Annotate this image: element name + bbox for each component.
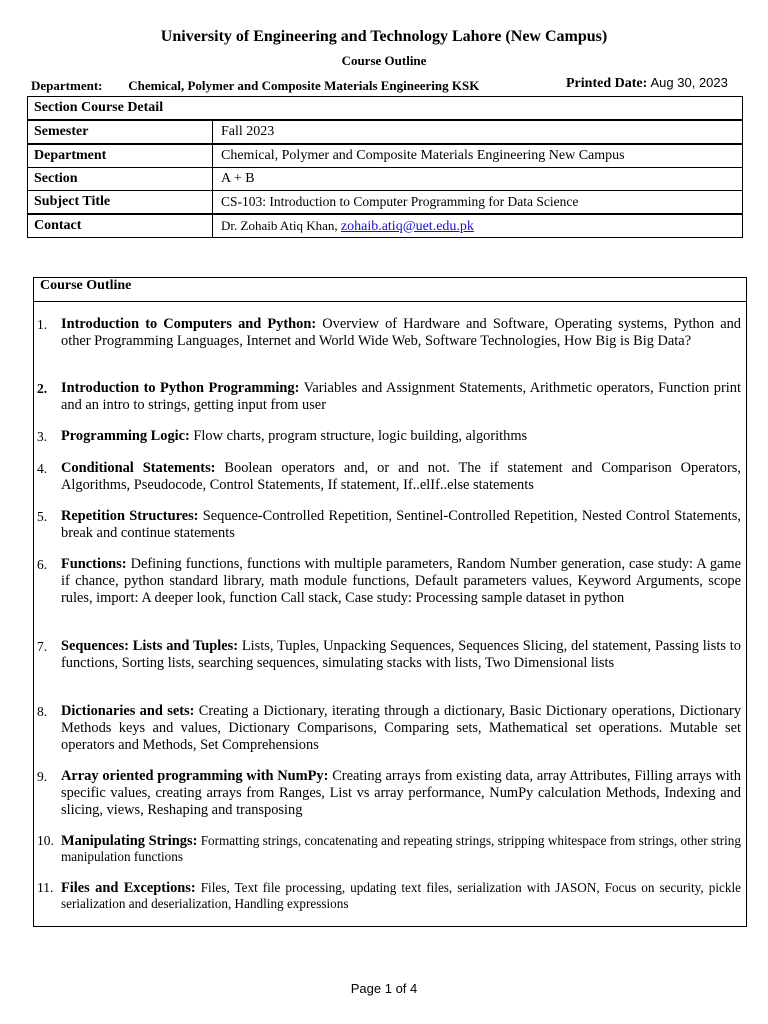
printed-date xyxy=(566,75,728,92)
item-title: Repetition Structures: xyxy=(61,508,199,524)
item-number: 9. xyxy=(37,769,48,784)
item-text: Overview of Hardware and Software, Operating systems, Python and other Programming Languages, Internet and World Wide Web, Software Technologies, How Big is Big Data? xyxy=(61,316,742,349)
item-text: Creating arrays from existing data, array Attributes, Filling arrays with specific values, creating arrays from Ranges, List vs array performance, NumPy calculation Methods, Indexing and slicing, views, Reshaping and transposing xyxy=(61,768,741,818)
outline-item xyxy=(37,428,741,445)
page-number: Page 1 of 4 xyxy=(350,981,418,996)
item-text: Boolean operators and, or and not. The if statement and Comparison Operators, Algorithms, Pseudocode, Control Statements, If statement, If..elIf..else statements xyxy=(61,460,741,493)
university-title: University of Engineering and Technology Lahore (New Campus) xyxy=(160,28,608,45)
outline-item xyxy=(37,508,741,542)
item-text: Defining functions, functions with multiple parameters, Random Number generation, case study: A game if chance, python standard library, math module functions, Default parameters values, Keyword Arguments, scope rules, import: A deeper look, function Call stack, Case study: Processing sample dataset in python xyxy=(61,556,741,606)
item-title: Sequences: Lists and Tuples: xyxy=(61,638,239,654)
item-number: 2. xyxy=(37,381,48,396)
item-title: Functions: xyxy=(61,556,127,572)
item-text: Files, Text file processing, updating text files, serialization with JASON, Focus on security, pickle serialization and deserialization, Handling expressions xyxy=(61,880,741,911)
item-number: 3. xyxy=(37,429,48,444)
department-value: Chemical, Polymer and Composite Materials Engineering KSK xyxy=(128,78,480,93)
item-title: Dictionaries and sets: xyxy=(61,703,195,719)
item-text: Lists, Tuples, Unpacking Sequences, Sequences Slicing, del statement, Passing lists to functions, Sorting lists, searching sequences, simulating stacks with lists, Two Dimensional lists xyxy=(61,638,741,671)
course-outline-box xyxy=(33,277,747,927)
item-title: Manipulating Strings: xyxy=(61,833,198,849)
item-title: Programming Logic: xyxy=(61,428,190,444)
document-subtitle: Course Outline xyxy=(341,53,427,68)
detail-value-section: A + B xyxy=(213,168,743,191)
item-text: Creating a Dictionary, iterating through a dictionary, Basic Dictionary operations, Dictionary Methods keys and values, Dictionary Comparisons, Comparing sets, Mathematical set operations. Mutable set operators and Methods, Set Comprehensions xyxy=(61,703,742,753)
item-number: 1. xyxy=(37,317,48,332)
course-detail-table xyxy=(27,96,743,238)
item-text: Flow charts, program structure, logic building, algorithms xyxy=(189,428,528,444)
item-title: Files and Exceptions: xyxy=(61,880,196,896)
detail-key-semester: Semester xyxy=(28,120,213,144)
printed-date-separator: : xyxy=(642,76,648,91)
item-title: Introduction to Computers and Python: xyxy=(61,316,317,332)
item-number: 4. xyxy=(37,461,48,476)
item-title: Introduction to Python Programming: xyxy=(61,380,300,396)
printed-date-value: Aug 30, 2023 xyxy=(650,75,728,90)
outline-item xyxy=(37,556,741,607)
outline-item xyxy=(37,316,742,350)
item-number: 5. xyxy=(37,509,48,524)
detail-key-section: Section xyxy=(28,168,213,191)
contact-name: Dr. Zohaib Atiq Khan, xyxy=(221,217,338,233)
item-title: Array oriented programming with NumPy: xyxy=(61,768,329,784)
outline-item xyxy=(37,380,741,414)
outline-item xyxy=(37,880,741,912)
item-text: Sequence-Controlled Repetition, Sentinel-Controlled Repetition, Nested Control Statements, break and continue statements xyxy=(61,508,741,541)
contact-email-link[interactable]: zohaib.atiq@uet.edu.pk xyxy=(340,218,474,234)
item-title: Conditional Statements: xyxy=(61,460,216,476)
item-number: 7. xyxy=(37,639,48,654)
department-line xyxy=(31,78,479,94)
detail-value-semester: Fall 2023 xyxy=(213,120,743,144)
item-number: 11. xyxy=(37,880,54,895)
outline-item xyxy=(37,460,741,494)
item-number: 8. xyxy=(37,704,48,719)
outline-item xyxy=(37,833,741,865)
detail-value-contact xyxy=(213,214,743,238)
item-text: Formatting strings, concatenating and repeating strings, stripping whitespace from strings, other string manipulation functions xyxy=(61,833,741,864)
detail-value-subject: CS-103: Introduction to Computer Programming for Data Science xyxy=(213,191,743,215)
item-number: 6. xyxy=(37,557,48,572)
detail-key-contact: Contact xyxy=(28,214,213,238)
item-text: Variables and Assignment Statements, Arithmetic operators, Function print and an intro to strings, getting input from user xyxy=(61,380,741,413)
item-number: 10. xyxy=(37,833,54,848)
outline-item xyxy=(37,768,741,819)
detail-key-department: Department xyxy=(28,144,213,168)
printed-date-label: Printed Date xyxy=(566,76,643,91)
outline-item xyxy=(37,703,742,754)
detail-key-subject: Subject Title xyxy=(28,191,213,215)
detail-value-department: Chemical, Polymer and Composite Materials Engineering New Campus xyxy=(213,144,743,168)
course-outline-heading: Course Outline xyxy=(34,278,746,302)
department-label: Department: xyxy=(31,78,103,93)
outline-item xyxy=(37,638,741,672)
detail-table-heading: Section Course Detail xyxy=(28,97,743,121)
